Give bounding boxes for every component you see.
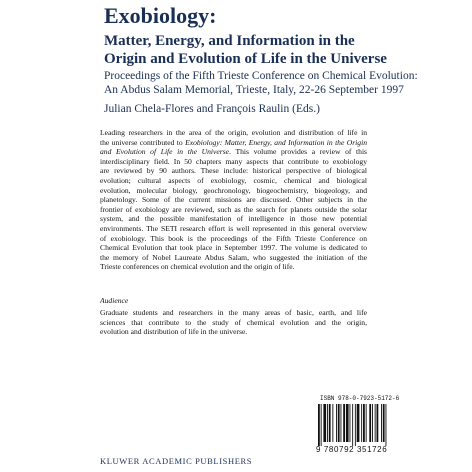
barcode-bar	[350, 404, 351, 442]
description-line: are reviewed by 90 authors. These include: historical perspective of biological	[100, 166, 367, 176]
editors-line: Julian Chela-Flores and François Raulin (Eds.)	[104, 103, 320, 115]
description-text	[100, 128, 367, 272]
description-line: the memory of Nobel Laureate Abdus Salam, who suggested the initiation of the	[100, 252, 367, 262]
description-line: planetology. Some of the current missions are discussed. Other subjects in the	[100, 195, 367, 205]
barcode-bar	[343, 404, 345, 442]
audience-heading: Audience	[100, 296, 129, 305]
barcode-bar	[372, 404, 373, 442]
proceedings-line: An Abdus Salam Memorial, Trieste, Italy, 22-26 September 1997	[104, 84, 404, 96]
barcode-bar	[332, 404, 333, 442]
subtitle-line: Matter, Energy, and Information in the	[104, 33, 355, 49]
barcode-bar	[363, 404, 365, 442]
barcode-bar	[352, 404, 353, 446]
barcode-bar	[386, 404, 387, 446]
barcode-bar	[375, 404, 376, 442]
barcode-bar	[381, 404, 382, 442]
description-line: and Evolution of Life in the Universe. This volume provides a review of this	[100, 147, 367, 157]
description-line: system, and the possible manifestation of intelligence in those new potential	[100, 214, 367, 224]
barcode-bar	[336, 404, 337, 442]
barcode-bar	[321, 404, 322, 446]
barcode-bar	[329, 404, 331, 442]
isbn-number: ISBN 978-0-7923-5172-6	[320, 395, 400, 402]
barcode-bar	[366, 404, 367, 442]
barcode-bar	[383, 404, 385, 442]
description-line: the universe contributed to Exobiology: Matter, Energy, and Information in the Origin	[100, 137, 367, 147]
audience-line: Graduate students and researchers in the many areas of basic, earth, and life	[100, 308, 367, 317]
audience-text	[100, 308, 367, 337]
description-line: of exobiology. This book is the proceedings of the Fifth Trieste Conference on	[100, 233, 367, 243]
barcode-bar	[357, 404, 360, 442]
book-subtitle	[104, 32, 387, 68]
subtitle-line: Origin and Evolution of Life in the Universe	[104, 51, 387, 67]
description-line: evolution, molecular biology, geochronology, biogeochemistry, biogeology, and	[100, 185, 367, 195]
publisher-name: KLUWER ACADEMIC PUBLISHERS	[100, 456, 253, 466]
book-title: Exobiology:	[104, 3, 217, 28]
proceedings-info	[104, 69, 418, 97]
description-line: frontier of exobiology are reviewed, such as the search for planets outside the solar	[100, 204, 367, 214]
audience-line: evolution and distribution of life in the universe.	[100, 327, 248, 337]
description-line: Trieste conferences on chemical evolution and the origin of life.	[100, 262, 295, 272]
description-line: evolution; cultural aspects of exobiology, cosmic, chemical and biological	[100, 175, 367, 185]
barcode-bar	[355, 404, 356, 446]
barcode-bar	[346, 404, 349, 442]
description-line: Chemical Evolution that took place in September 1997. The volume is dedicated to	[100, 243, 367, 253]
barcode-bar	[327, 404, 328, 442]
barcode-bar	[341, 404, 342, 442]
proceedings-line: Proceedings of the Fifth Trieste Conference on Chemical Evolution:	[104, 70, 418, 82]
isbn-barcode-block	[316, 395, 424, 457]
barcode-bar	[361, 404, 362, 442]
barcode-bar	[338, 404, 340, 442]
description-line: environments. The SETI research effort is well represented in this general overview	[100, 223, 367, 233]
barcode-bar	[369, 404, 371, 442]
description-line: interdisciplinary field. In 50 chapters many aspects that contribute to exobiology	[100, 156, 367, 166]
barcode-digits: 9 780792 351726	[316, 445, 388, 454]
barcode-bar	[377, 404, 379, 442]
barcode-graphic	[316, 404, 424, 446]
description-line: Leading researchers in the area of the origin, evolution and distribution of life in	[100, 128, 367, 137]
audience-line: sciences that contribute to the study of chemical evolution and the origin,	[100, 317, 367, 327]
barcode-bar	[318, 404, 320, 446]
barcode-bar	[323, 404, 326, 442]
